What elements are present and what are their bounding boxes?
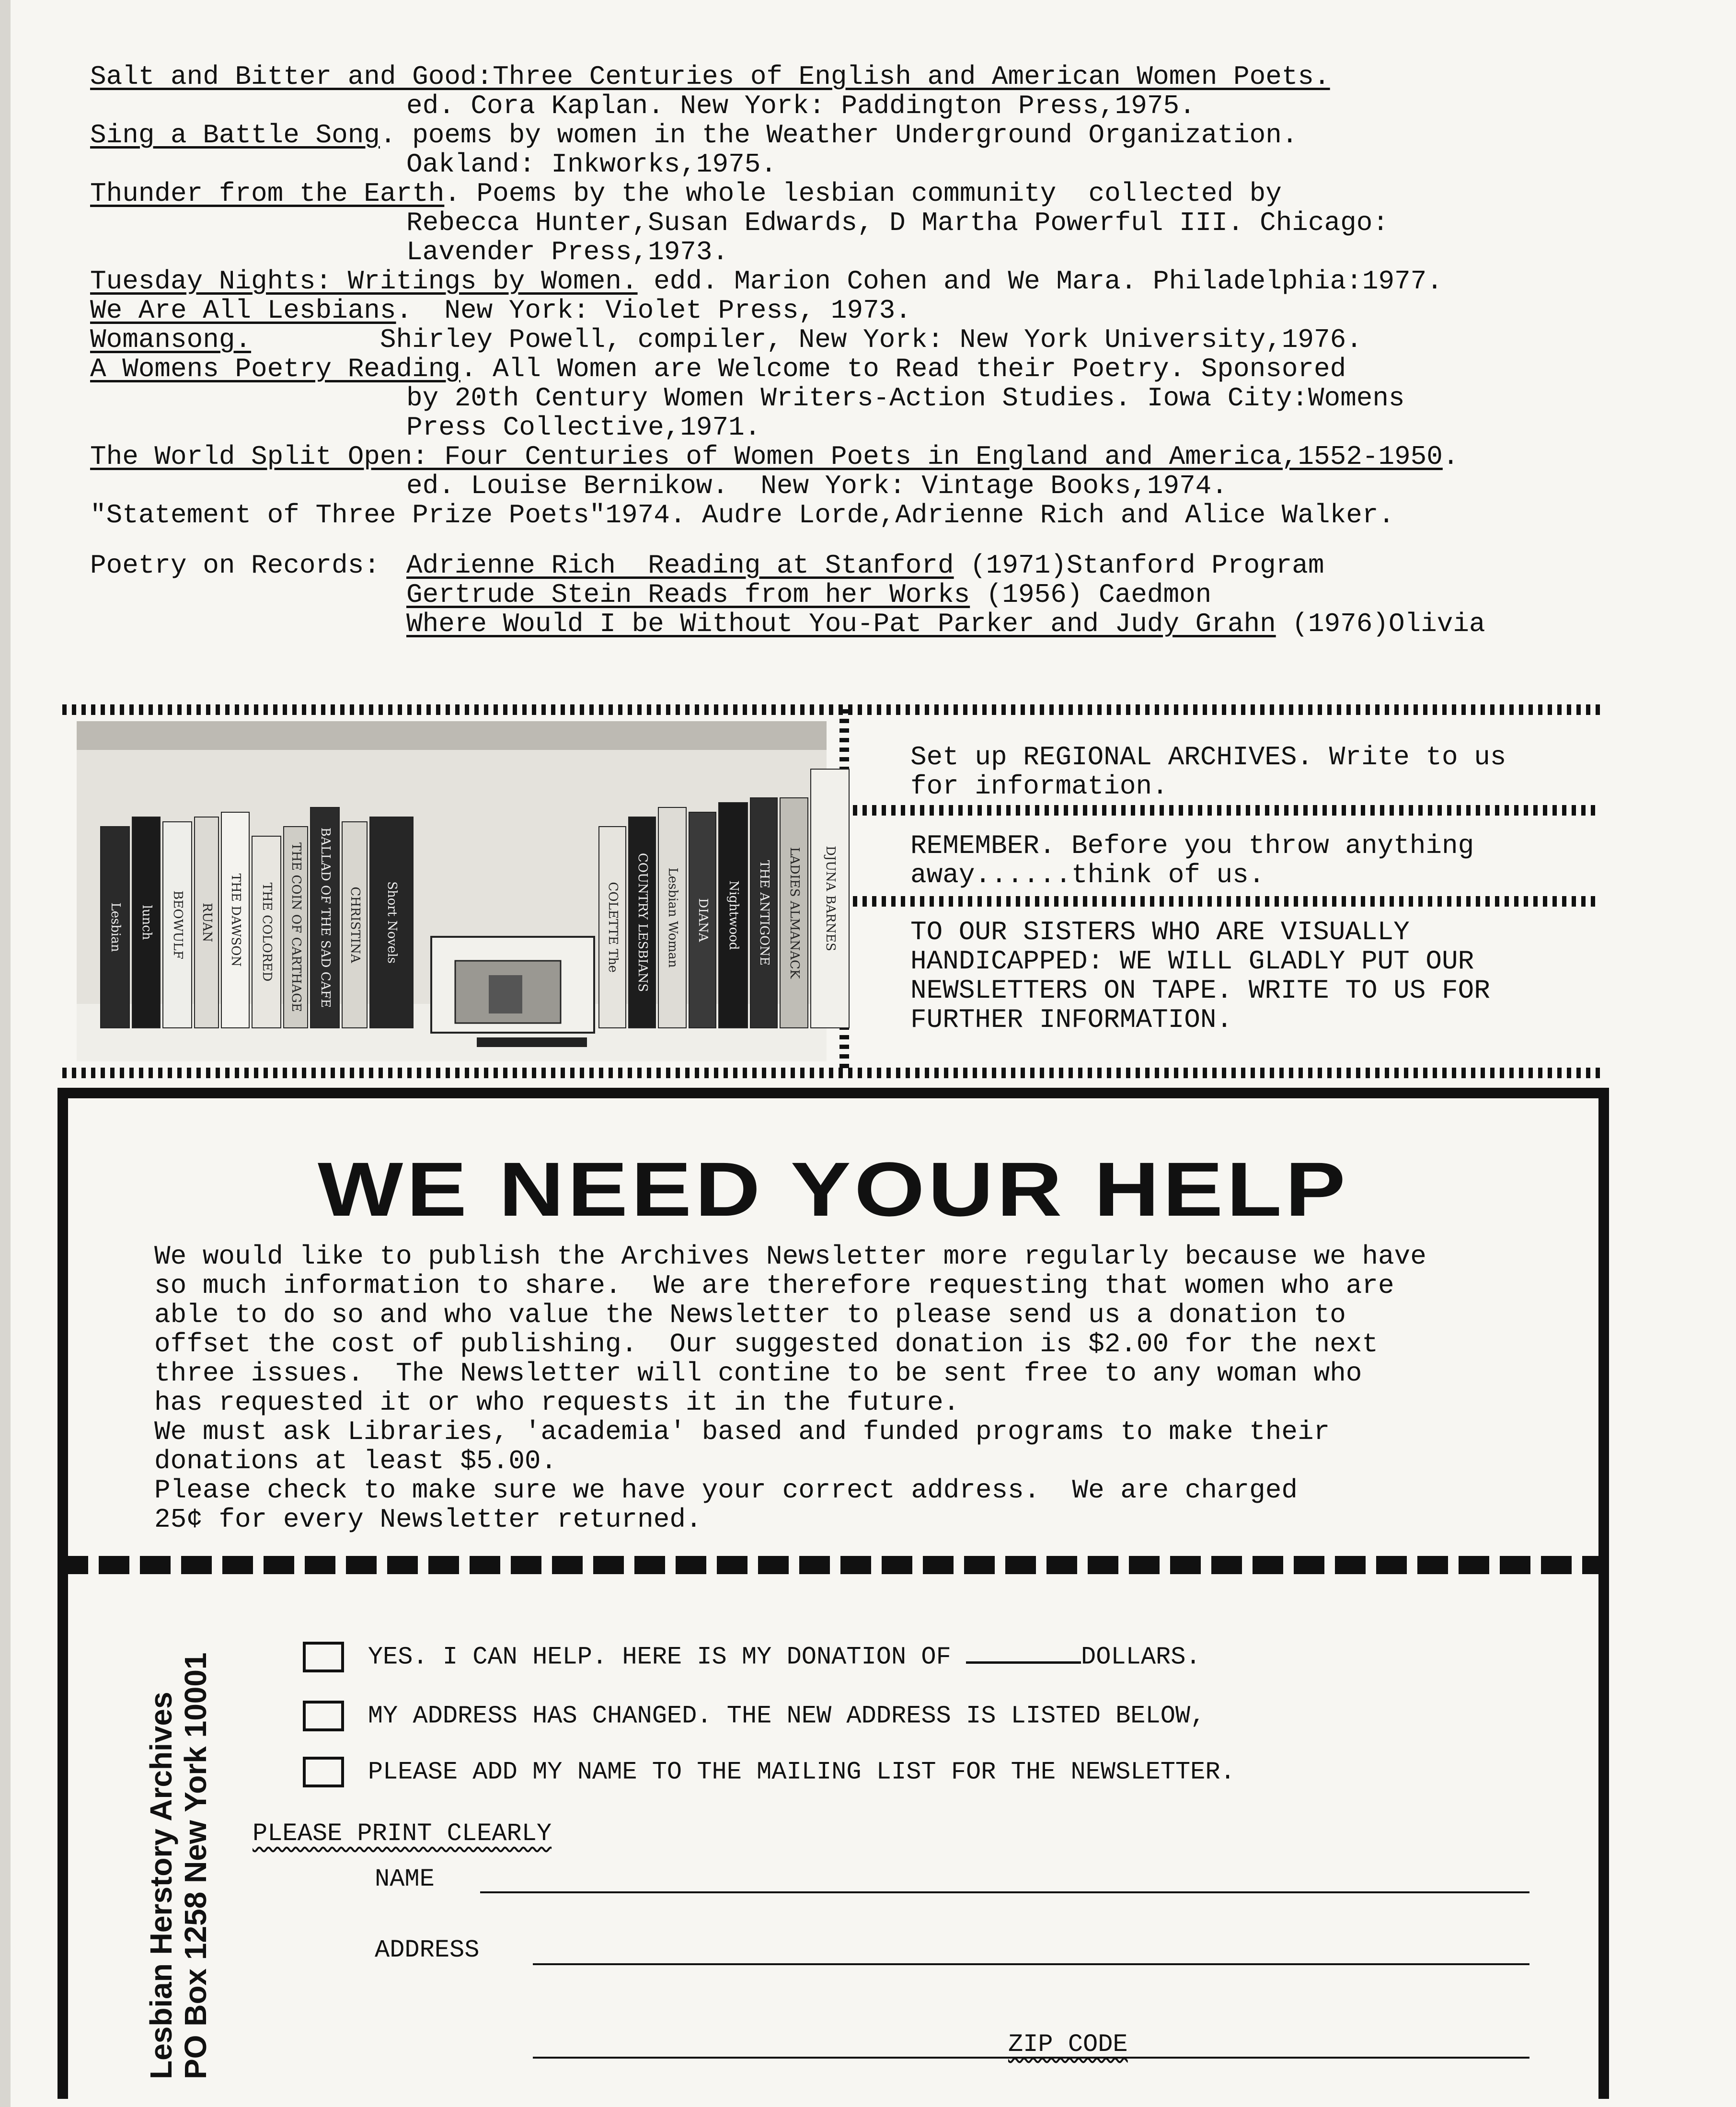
entry-title: We Are All Lesbians [90,295,396,326]
bibliography-entry [90,179,1599,208]
entry-title: Womansong. [90,324,252,355]
entry-continuation: by 20th Century Women Writers-Action Studies. Iowa City:Womens [406,383,1405,414]
record-entry [90,610,1599,639]
entry-continuation: Oakland: Inkworks,1975. [406,149,777,180]
book-spine-title: THE COLORED [260,882,274,982]
address-changed-checkbox[interactable] [303,1701,344,1731]
record-details: (1971)Stanford Program [954,550,1324,581]
name-field[interactable] [480,1891,1529,1893]
entry-details: . All Women are Welcome to Read their Poetry. Sponsored [460,354,1346,384]
bibliography-entry [90,442,1599,472]
record-entry [90,580,1599,610]
records-label: Poetry on Records: [90,550,380,581]
entry-continuation: ed. Louise Bernikow. New York: Vintage Books,1974. [406,471,1228,501]
address-changed-label: MY ADDRESS HAS CHANGED. THE NEW ADDRESS IS LISTED BELOW, [368,1702,1206,1730]
entry-continuation: Lavender Press,1973. [406,237,729,267]
bibliography-entry [90,121,1599,150]
donation-label: YES. I CAN HELP. HERE IS MY DONATION OF [368,1643,966,1671]
book-spine-title: COLETTE The [606,882,620,973]
dotted-divider-top [62,704,1600,715]
bibliography-entry [90,325,1599,355]
book-spine-title: BALLAD OF THE SAD CAFE [318,827,333,1008]
address-line-2: PO Box 1258 New York 10001 [178,1652,213,2079]
help-box [57,1088,1609,2099]
bibliography-entry [90,296,1599,325]
book-spine-title: Nightwood [726,880,741,950]
book-spine-title: THE ANTIGONE [757,860,771,966]
address-field[interactable] [533,1963,1529,1965]
entry-title: Thunder from the Earth [90,178,445,209]
book-spine-title: lunch [139,905,154,940]
bibliography-entry [90,355,1599,384]
address-changed-row [243,1672,1206,1730]
entry-continuation: ed. Cora Kaplan. New York: Paddington Press,1975. [406,91,1196,121]
dotted-divider-notes-1 [853,805,1600,816]
book-spine-title: THE DAWSON [229,873,243,967]
book-spine-title: THE COIN OF CARTHAGE [289,842,303,1012]
record-details: (1976)Olivia [1276,609,1485,639]
name-label: NAME [375,1865,435,1893]
entry-details: . Poems by the whole lesbian community collected by [444,178,1282,209]
book-spine-title: RUAN [200,902,214,943]
mailing-list-row [243,1728,1235,1786]
remember-note: REMEMBER. Before you throw anything away......think of us. [910,830,1474,890]
book-spine-title: BEOWULF [171,890,185,959]
record-title: Where Would I be Without You-Pat Parker and Judy Grahn [406,609,1276,639]
donation-checkbox[interactable] [303,1642,344,1672]
entry-title: Sing a Battle Song [90,120,380,150]
book-spine-title: DJUNA BARNES [823,846,838,951]
book-spine-title: Lesbian Woman [666,867,680,968]
donation-dollars-label: DOLLARS. [1081,1643,1201,1671]
bookshelf-photo [77,721,838,1061]
visually-handicapped-note: TO OUR SISTERS WHO ARE VISUALLY HANDICAPPED: WE WILL GLADLY PUT OUR NEWSLETTERS ON TAPE. WRITE TO US FOR FURTHER INFORMATION. [910,917,1490,1035]
zip-code-field[interactable] [533,2057,1529,2059]
entry-details: "Statement of Three Prize Poets"1974. Audre Lorde,Adrienne Rich and Alice Walker. [90,500,1395,530]
record-entry [90,551,1599,580]
entry-details: . poems by women in the Weather Underground Organization. [379,120,1298,150]
regional-archives-note: Set up REGIONAL ARCHIVES. Write to us for information. [910,742,1506,802]
dashed-cut-line [57,1556,1609,1574]
entry-details: Shirley Powell, compiler, New York: New York University,1976. [251,324,1362,355]
record-title: Gertrude Stein Reads from her Works [406,579,970,610]
entry-continuation: Rebecca Hunter,Susan Edwards, D Martha Powerful III. Chicago: [406,207,1389,238]
book-spine-title: LADIES ALMANACK [787,847,802,979]
entry-details: edd. Marion Cohen and We Mara. Philadelphia:1977. [637,266,1443,297]
donation-row [243,1613,1201,1671]
record-details: (1956) Caedmon [970,579,1212,610]
book-spine-title: CHRISTINA [348,887,362,963]
mailing-list-label: PLEASE ADD MY NAME TO THE MAILING LIST FOR THE NEWSLETTER. [368,1758,1235,1786]
dotted-divider-bottom [62,1068,1600,1078]
address-line-1: Lesbian Herstory Archives [144,1692,178,2079]
donation-amount-blank[interactable] [966,1642,1081,1664]
entry-title: Tuesday Nights: Writings by Women. [90,266,638,297]
book-spine-title: Lesbian [108,902,123,952]
book-spine-title: DIANA [696,898,710,942]
bibliography-entry [90,501,1599,530]
archives-address [102,1599,213,2079]
entry-title: The World Split Open: Four Centuries of Women Poets in England and America,1552-1950 [90,441,1443,472]
zip-code-label: ZIP CODE [1008,2030,1128,2059]
bookshelf-illustration [77,721,838,1061]
help-title: WE NEED YOUR HELP [318,1146,1349,1232]
print-clearly-label: PLEASE PRINT CLEARLY [253,1819,552,1848]
entry-details: . [1442,441,1459,472]
help-body: We would like to publish the Archives Newsletter more regularly because we have so much information to share. We are therefore requesting that women who are able to do so and who value the Newsletter to please send us a donation to offset the cost of publishing. Our suggested donation is $2.00 for the next three issues. The Newsletter will contine to be sent free to any woman who has requested it or who requests it in the future. We must ask Libraries, 'academia' based and funded programs to make their donations at least $5.00. Please check to make sure we have your correct address. We are charged 25¢ for every Newsletter returned. [154,1241,1426,1535]
entry-continuation: Press Collective,1971. [406,412,761,443]
book-spine-title: Short Novels [385,881,399,964]
entry-title: Salt and Bitter and Good:Three Centuries of English and American Women Poets. [90,61,1330,92]
record-title: Adrienne Rich Reading at Stanford [406,550,954,581]
bibliography-entry [90,62,1599,92]
mailing-list-checkbox[interactable] [303,1757,344,1787]
dotted-divider-notes-2 [853,896,1600,907]
bibliography [90,62,1599,639]
bibliography-entry [90,267,1599,296]
book-spine-title: COUNTRY LESBIANS [635,852,650,992]
small-house-figurine [431,937,594,1047]
page-edge [0,0,11,2107]
address-label: ADDRESS [375,1936,480,1964]
entry-title: A Womens Poetry Reading [90,354,460,384]
entry-details: . New York: Violet Press, 1973. [396,295,911,326]
